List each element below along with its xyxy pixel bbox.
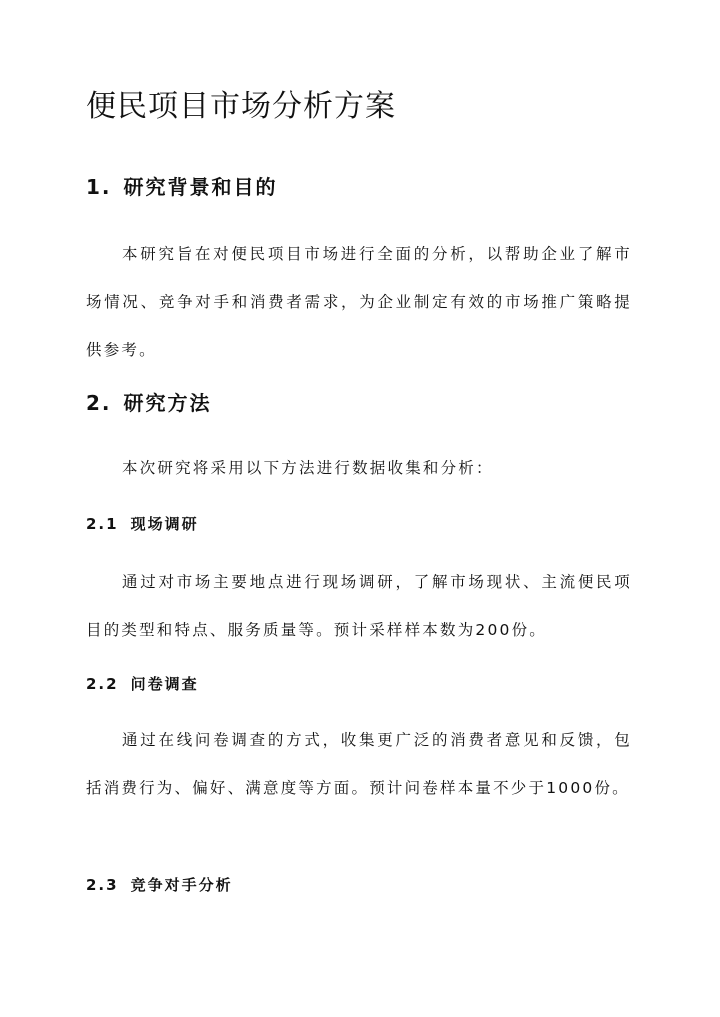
- section-title: 研究背景和目的: [123, 175, 278, 199]
- subsection-heading-2-3: [86, 874, 233, 896]
- section-heading-1: [86, 173, 278, 201]
- subsection-number: 2.3: [86, 876, 119, 894]
- paragraph-field-research: 通过对市场主要地点进行现场调研，了解市场现状、主流便民项目的类型和特点、服务质量等。预计采样样本数为200份。: [86, 573, 632, 639]
- document-title: 便民项目市场分析方案: [86, 89, 396, 124]
- subsection-title: 竞争对手分析: [130, 876, 233, 894]
- paragraph-research-background: 本研究旨在对便民项目市场进行全面的分析，以帮助企业了解市场情况、竞争对手和消费者需求，为企业制定有效的市场推广策略提供参考。: [86, 245, 632, 359]
- section-number: 1.: [86, 175, 112, 199]
- subsection-heading-2-2: [86, 673, 199, 695]
- subsection-title: 问卷调查: [130, 675, 199, 693]
- paragraph-questionnaire: 通过在线问卷调查的方式，收集更广泛的消费者意见和反馈，包括消费行为、偏好、满意度等方面。预计问卷样本量不少于1000份。: [86, 731, 632, 797]
- section-heading-2: [86, 389, 212, 417]
- subsection-number: 2.1: [86, 515, 119, 533]
- subsection-title: 现场调研: [130, 515, 199, 533]
- section-title: 研究方法: [123, 391, 212, 415]
- section-number: 2.: [86, 391, 112, 415]
- subsection-number: 2.2: [86, 675, 119, 693]
- subsection-heading-2-1: [86, 513, 199, 535]
- paragraph-research-methods: 本次研究将采用以下方法进行数据收集和分析：: [122, 459, 494, 477]
